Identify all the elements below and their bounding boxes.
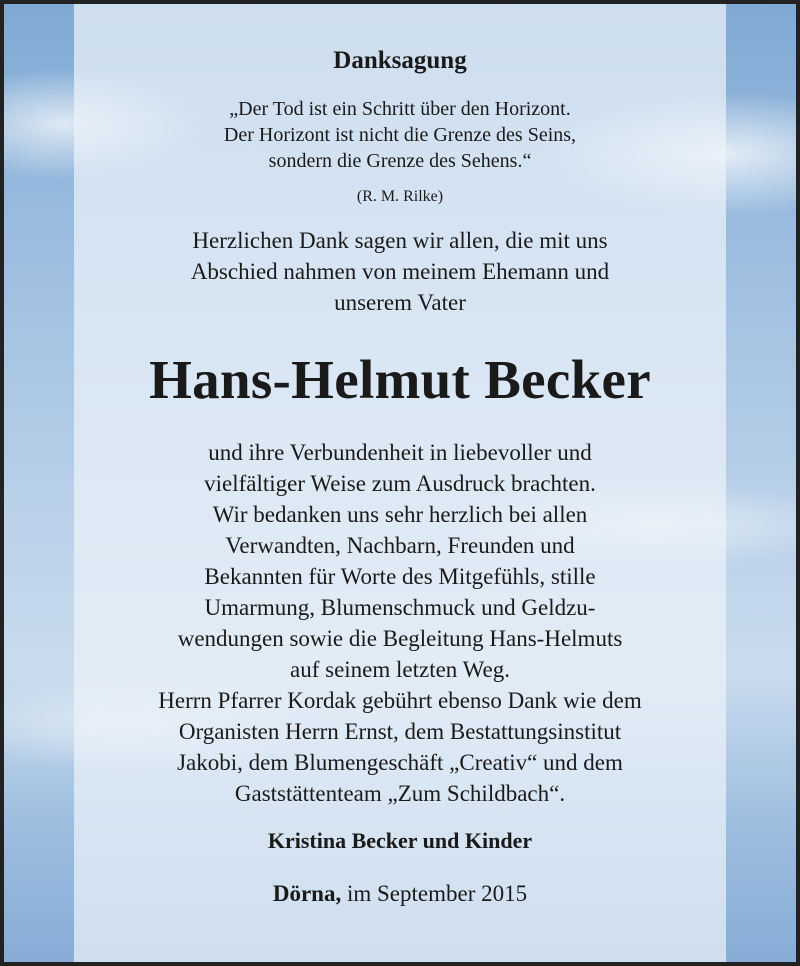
body-line: wendungen sowie die Begleitung Hans-Helmuts (177, 626, 623, 651)
body-line: Bekannten für Worte des Mitgefühls, stille (204, 564, 596, 589)
body-line: Organisten Herrn Ernst, dem Bestattungsinstitut (178, 719, 622, 744)
rilke-quote (74, 96, 726, 174)
quote-line: „Der Tod ist ein Schritt über den Horizont. (229, 98, 571, 120)
quote-line: sondern die Grenze des Sehens.“ (268, 150, 532, 172)
body-line: auf seinem letzten Weg. (290, 657, 510, 682)
place-date: im September 2015 (341, 881, 528, 906)
body-line: Gaststättenteam „Zum Schildbach“. (234, 781, 566, 806)
intro-line: Herzlichen Dank sagen wir allen, die mit uns (192, 228, 608, 253)
body-line: Wir bedanken uns sehr herzlich bei allen (212, 502, 588, 527)
heading-danksagung: Danksagung (333, 47, 467, 74)
body-line: und ihre Verbundenheit in liebevoller und (208, 440, 592, 465)
place-and-date (74, 879, 726, 909)
signature: Kristina Becker und Kinder (267, 828, 533, 853)
place-town: Dörna, (272, 881, 342, 906)
body-line: Verwandten, Nachbarn, Freunden und (225, 533, 575, 558)
deceased-name: Hans-Helmut Becker (149, 349, 651, 410)
body-line: Herrn Pfarrer Kordak gebührt ebenso Dank wie dem (158, 688, 642, 713)
body-line: Jakobi, dem Blumengeschäft „Creativ“ und dem (177, 750, 623, 775)
intro-line: unserem Vater (334, 290, 466, 315)
body-line: vielfältiger Weise zum Ausdruck brachten. (204, 471, 596, 496)
body-line: Umarmung, Blumenschmuck und Geldzu- (204, 595, 596, 620)
obituary-content (74, 4, 726, 909)
intro-line: Abschied nahmen von meinem Ehemann und (190, 259, 610, 284)
quote-line: Der Horizont ist nicht die Grenze des Seins, (223, 124, 577, 146)
quote-author: (R. M. Rilke) (356, 188, 444, 205)
thanks-body-text (74, 437, 726, 809)
intro-text (74, 225, 726, 318)
